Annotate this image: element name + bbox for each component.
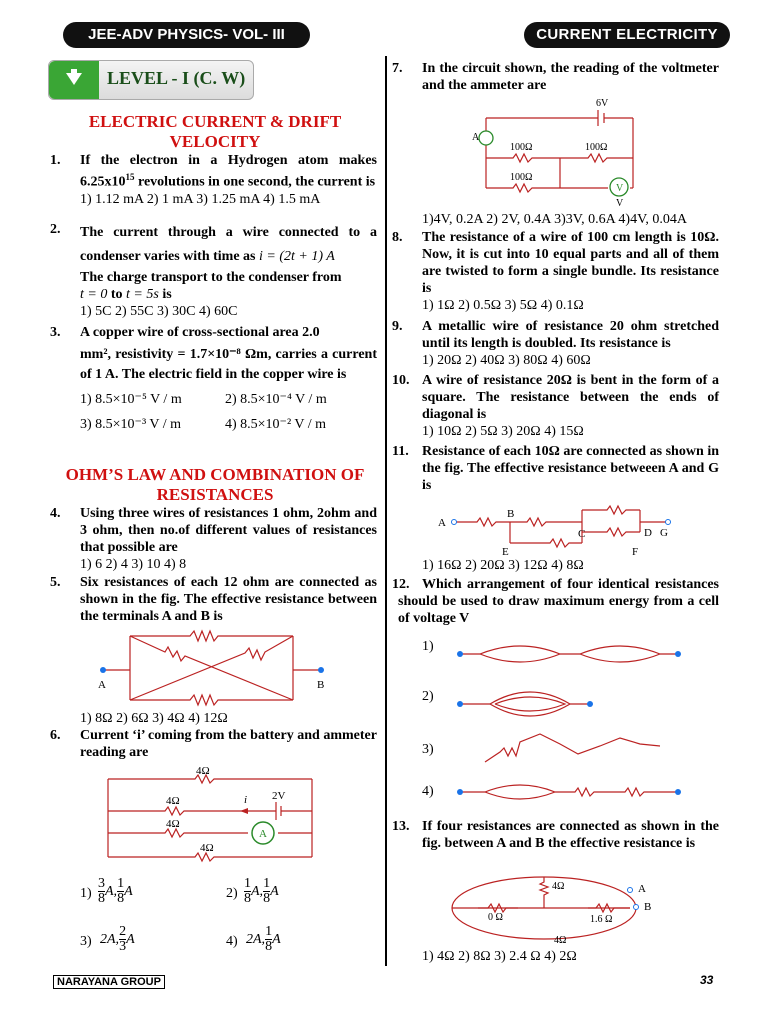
q5-options: 1) 8Ω 2) 6Ω 3) 4Ω 4) 12Ω bbox=[80, 711, 228, 726]
unit: A, bbox=[251, 884, 264, 899]
circuit-diagram-q5 bbox=[95, 628, 335, 708]
options: 1) 1.12 mA 2) 1 mA 3) 1.25 mA 4) 1.5 mA bbox=[80, 191, 321, 207]
option-2: 2) 8.5×10⁻⁴ V / m bbox=[225, 392, 327, 407]
question-6 bbox=[50, 727, 377, 761]
terminal-a bbox=[452, 520, 457, 525]
circuit-diagram-q13 bbox=[448, 872, 668, 944]
question-number: 2. bbox=[50, 222, 61, 237]
resistor-label-bottom: 4Ω bbox=[200, 842, 214, 854]
question-text: Which arrangement of four identical resistances should be used to draw maximum energy from a cell of voltage V bbox=[398, 577, 719, 626]
label-a: A bbox=[638, 883, 646, 895]
resistor-label-3: 100Ω bbox=[510, 172, 533, 183]
option-4-label: 4) bbox=[422, 784, 434, 799]
question-text: If the electron in a Hydrogen atom makes 6.25x10 bbox=[80, 153, 377, 190]
terminal-g bbox=[666, 520, 671, 525]
question-1 bbox=[50, 152, 377, 208]
frac-den: 3 bbox=[119, 939, 127, 954]
question-4 bbox=[50, 505, 377, 573]
resistor-4-top: 4Ω bbox=[552, 881, 565, 892]
unit: A bbox=[124, 884, 133, 899]
option-1-label: 1) bbox=[422, 639, 434, 654]
label-c: C bbox=[578, 528, 586, 540]
question-text: A metallic wire of resistance 20 ohm stretched until its length is doubled. Its resistance is bbox=[422, 319, 719, 351]
question-12 bbox=[392, 576, 719, 627]
option-4-label: 4) bbox=[226, 934, 238, 949]
current-formula: i = (2t + 1) A bbox=[259, 249, 335, 264]
terminal-b-label: B bbox=[317, 679, 325, 691]
battery-label: 2V bbox=[272, 790, 286, 802]
unit: A bbox=[272, 932, 281, 947]
question-text: A copper wire of cross-sectional area 2.0 bbox=[80, 325, 320, 340]
question-10 bbox=[392, 372, 719, 440]
unit: A bbox=[270, 884, 279, 899]
question-text: If four resistances are connected as shown in the fig. between A and B the effective resistance is bbox=[422, 819, 719, 851]
circuit-diagram-q11 bbox=[432, 503, 682, 561]
resistor-label-top: 4Ω bbox=[196, 765, 210, 777]
frac-den: 8 bbox=[263, 891, 271, 906]
options: 1) 10Ω 2) 5Ω 3) 20Ω 4) 15Ω bbox=[422, 424, 584, 439]
ammeter-label: A bbox=[259, 828, 267, 840]
option-1: 1) 8.5×10⁻⁵ V / m bbox=[80, 392, 182, 407]
time-start: t = 0 bbox=[80, 287, 108, 302]
options: 1) 6 2) 4 3) 10 4) 8 bbox=[80, 557, 187, 572]
frac-den: 8 bbox=[244, 891, 251, 906]
question-number: 8. bbox=[392, 230, 403, 245]
to-word: to bbox=[110, 287, 123, 302]
question-number: 4. bbox=[50, 506, 61, 521]
option-1 bbox=[98, 877, 133, 906]
frac-den: 8 bbox=[98, 891, 105, 906]
option-4 bbox=[246, 925, 281, 954]
resistor-label-low: 4Ω bbox=[166, 818, 180, 830]
terminal-a-label: A bbox=[98, 679, 106, 691]
resistor-label-1: 100Ω bbox=[510, 142, 533, 153]
frac-num: 2 bbox=[119, 924, 127, 939]
question-number: 3. bbox=[50, 325, 61, 340]
column-divider bbox=[385, 56, 387, 966]
resistor-1-6: 1.6 Ω bbox=[590, 914, 613, 925]
q6-options bbox=[80, 877, 380, 957]
question-number: 9. bbox=[392, 319, 403, 334]
q7-options: 1)4V, 0.2A 2) 2V, 0.4A 3)3V, 0.6A 4)4V, 0.04A bbox=[422, 212, 687, 227]
frac-num: 1 bbox=[244, 876, 251, 891]
question-8 bbox=[392, 229, 719, 314]
resistor-label-mid: 4Ω bbox=[166, 795, 180, 807]
question-number: 7. bbox=[392, 61, 403, 76]
question-11 bbox=[392, 443, 719, 494]
question-text-cont: The charge transport to the condenser from bbox=[80, 270, 342, 285]
options: 1) 1Ω 2) 0.5Ω 3) 5Ω 4) 0.1Ω bbox=[422, 298, 584, 313]
level-banner bbox=[48, 60, 254, 100]
frac-den: 8 bbox=[117, 891, 125, 906]
terminal-a bbox=[100, 667, 106, 673]
question-text: The current through a wire connected to a condenser varies with time as bbox=[80, 225, 377, 264]
label-e: E bbox=[502, 546, 509, 558]
terminal-b bbox=[318, 667, 324, 673]
ammeter-icon bbox=[479, 131, 493, 145]
q11-options: 1) 16Ω 2) 20Ω 3) 12Ω 4) 8Ω bbox=[422, 558, 584, 573]
unit: A bbox=[126, 932, 135, 947]
question-number: 11. bbox=[392, 444, 409, 459]
question-text: In the circuit shown, the reading of the voltmeter and the ammeter are bbox=[422, 61, 719, 93]
question-number: 12. bbox=[392, 577, 410, 592]
question-2 bbox=[50, 221, 377, 320]
section-title-drift: ELECTRIC CURRENT & DRIFT VELOCITY bbox=[88, 112, 342, 151]
resistor-label-2: 100Ω bbox=[585, 142, 608, 153]
circuit-diagram-q6 bbox=[100, 765, 330, 865]
option-2-label: 2) bbox=[422, 689, 434, 704]
question-text: Resistance of each 10Ω are connected as shown in the fig. The effective resistance betweeen A and G is bbox=[422, 444, 719, 493]
question-9 bbox=[392, 318, 719, 369]
level-banner-label: LEVEL - I (C. W) bbox=[107, 68, 246, 88]
unit: A, bbox=[105, 884, 118, 899]
frac-num: 1 bbox=[263, 876, 271, 891]
page-number: 33 bbox=[700, 973, 714, 987]
question-text: Using three wires of resistances 1 ohm, 2ohm and 3 ohm, then no.of different values of resistances that possible are bbox=[80, 506, 377, 555]
question-text: A wire of resistance 20Ω is bent in the form of a square. The resistance between the ends of diagonal is bbox=[422, 373, 719, 422]
option-3-label: 3) bbox=[80, 934, 92, 949]
option-3-label: 3) bbox=[422, 742, 434, 757]
resistor-0: 0 Ω bbox=[488, 912, 503, 923]
current-label: i bbox=[244, 794, 248, 806]
section-title-ohms-law: OHM’S LAW AND COMBINATION OF RESISTANCES bbox=[65, 465, 365, 504]
label-f: F bbox=[632, 546, 639, 558]
frac-num: 3 bbox=[98, 876, 105, 891]
arrangement-diagrams-q12 bbox=[420, 634, 690, 810]
question-text: The resistance of a wire of 100 cm length is 10Ω. Now, it is cut into 10 equal parts and all of them are twisted to form a single bundle. Its resistance is bbox=[422, 230, 719, 296]
label-a: A bbox=[438, 517, 446, 529]
terminal-a bbox=[628, 888, 633, 893]
options: 1) 5C 2) 55C 3) 30C 4) 60C bbox=[80, 304, 238, 319]
options: 1) 20Ω 2) 40Ω 3) 80Ω 4) 60Ω bbox=[422, 353, 591, 368]
question-3 bbox=[50, 324, 377, 433]
down-arrow-icon bbox=[49, 61, 99, 99]
option-3: 3) 8.5×10⁻³ V / m bbox=[80, 417, 182, 432]
question-number: 10. bbox=[392, 373, 410, 388]
q13-options: 1) 4Ω 2) 8Ω 3) 2.4 Ω 4) 2Ω bbox=[422, 949, 577, 964]
label-g: G bbox=[660, 527, 668, 539]
header-chapter-title: CURRENT ELECTRICITY bbox=[524, 22, 730, 48]
frac-num: 1 bbox=[265, 924, 273, 939]
header-volume-title: JEE-ADV PHYSICS- VOL- III bbox=[63, 22, 310, 48]
voltmeter-label: V bbox=[616, 198, 624, 208]
question-number: 6. bbox=[50, 728, 61, 743]
question-text: Six resistances of each 12 ohm are connected as shown in the fig. The effective resistance between the terminals A and B is bbox=[80, 575, 377, 624]
option-1-label: 1) bbox=[80, 886, 92, 901]
current-arrow-icon bbox=[240, 808, 248, 814]
label-b: B bbox=[507, 508, 515, 520]
question-number: 1. bbox=[50, 153, 61, 168]
option-2 bbox=[244, 877, 279, 906]
exponent: 15 bbox=[125, 172, 135, 182]
question-text-cont: revolutions in one second, the current is bbox=[134, 174, 376, 190]
is-word: is bbox=[162, 287, 172, 302]
label-b: B bbox=[644, 901, 652, 913]
resistor-4-bottom: 4Ω bbox=[554, 935, 567, 944]
question-7 bbox=[392, 60, 719, 94]
option-3-text: 2A, bbox=[100, 932, 120, 947]
terminal-b bbox=[634, 905, 639, 910]
question-text: Current ‘i’ coming from the battery and ammeter reading are bbox=[80, 728, 377, 760]
option-2-label: 2) bbox=[226, 886, 238, 901]
option-3 bbox=[100, 925, 135, 954]
question-5 bbox=[50, 574, 377, 625]
frac-den: 8 bbox=[265, 939, 273, 954]
option-4: 4) 8.5×10⁻² V / m bbox=[225, 417, 327, 432]
question-text-cont: mm², resistivity = 1.7×10⁻⁸ Ωm, carries a current of 1 A. The electric field in the copper wire is bbox=[80, 347, 377, 382]
footer-brand: NARAYANA GROUP bbox=[53, 975, 165, 989]
question-number: 13. bbox=[392, 819, 410, 834]
battery-label: 6V bbox=[596, 98, 609, 109]
time-end: t = 5s bbox=[126, 287, 159, 302]
frac-num: 1 bbox=[117, 876, 125, 891]
label-d: D bbox=[644, 527, 652, 539]
ammeter-label: A bbox=[472, 132, 480, 143]
option-4-text: 2A, bbox=[246, 932, 266, 947]
circuit-diagram-q7 bbox=[468, 96, 668, 208]
question-number: 5. bbox=[50, 575, 61, 590]
question-13 bbox=[392, 818, 719, 852]
voltmeter-symbol: V bbox=[616, 183, 624, 194]
